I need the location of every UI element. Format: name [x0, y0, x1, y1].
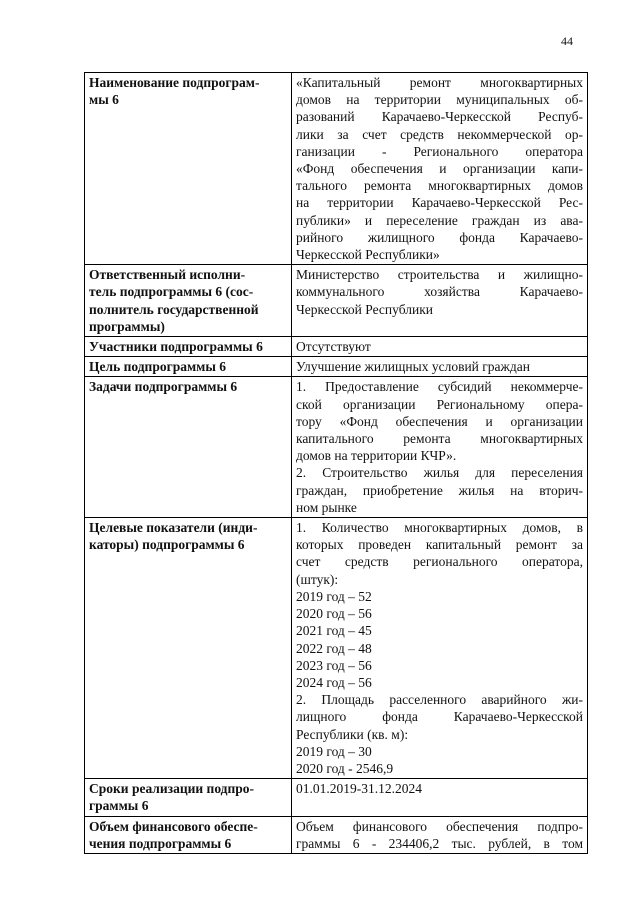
subprogram-name-row — [85, 73, 588, 265]
value-line: лищного фонда Карачаево-Черкесской — [296, 709, 583, 725]
row-label — [85, 337, 292, 357]
label-line: тель подпрограммы 6 (сос- — [89, 284, 254, 300]
goal-row — [85, 357, 588, 377]
subprogram-passport-table — [84, 72, 588, 854]
value-line: 1. Предоставление субсидий некоммерче- — [296, 379, 583, 395]
value-line: 2020 год - 2546,9 — [296, 760, 394, 776]
responsible-executor-row — [85, 265, 588, 337]
value-line: Улучшение жилищных условий граждан — [296, 359, 530, 375]
value-line: 2. Площадь расселенного аварийного жи- — [296, 692, 583, 708]
label-line: Задачи подпрограммы 6 — [89, 379, 238, 395]
row-label — [85, 357, 292, 377]
row-value — [292, 73, 588, 265]
row-value — [292, 337, 588, 357]
label-line: программы) — [89, 318, 165, 334]
value-line: публики» и переселение граждан из ава- — [296, 212, 583, 228]
value-line: «Фонд обеспечения и организации капи- — [296, 161, 583, 177]
label-line: мы 6 — [89, 92, 119, 108]
value-line: ганизации - Регионального оператора — [296, 143, 583, 159]
label-line: Ответственный исполни- — [89, 267, 246, 283]
label-line: Сроки реализации подпро- — [89, 781, 255, 797]
value-line: коммунального хозяйства Карачаево- — [296, 284, 583, 300]
label-line: Целевые показатели (инди- — [89, 520, 258, 536]
value-line: Объем финансового обеспечения подпро- — [296, 818, 583, 834]
value-line: Министерство строительства и жилищно- — [296, 267, 583, 283]
value-line: 2024 год – 56 — [296, 674, 372, 690]
row-value — [292, 518, 588, 779]
page-number: 44 — [561, 34, 573, 48]
value-line: разований Карачаево-Черкесской Респуб- — [296, 109, 583, 125]
value-line: 2. Строительство жилья для переселения — [296, 465, 583, 481]
value-line: домов на территории муниципальных об- — [296, 92, 583, 108]
row-label — [85, 518, 292, 779]
value-line: Черкесской Республики» — [296, 247, 440, 263]
row-value — [292, 816, 588, 853]
value-line: 2019 год – 52 — [296, 588, 372, 604]
value-line: ном рынке — [296, 499, 357, 515]
value-line: рийного жилищного фонда Карачаево- — [296, 229, 583, 245]
funding-volume-row — [85, 816, 588, 853]
label-line: Участники подпрограммы 6 — [89, 339, 263, 355]
value-line: «Капитальный ремонт многоквартирных — [296, 75, 583, 90]
value-line: (штук): — [296, 571, 339, 587]
value-line: счет средств регионального оператора, — [296, 554, 583, 570]
label-line: Наименование подпрограм- — [89, 75, 260, 90]
value-line: тального ремонта многоквартирных домов — [296, 178, 583, 194]
value-line: капитального ремонта многоквартирных — [296, 431, 583, 447]
row-value — [292, 265, 588, 337]
row-value — [292, 377, 588, 518]
label-line: полнитель государственной — [89, 301, 259, 317]
value-line: 1. Количество многоквартирных домов, в — [296, 520, 583, 536]
value-line: 2020 год – 56 — [296, 606, 372, 622]
value-line: тору «Фонд обеспечения и организации — [296, 413, 583, 429]
value-line: лики за счет средств некоммерческой ор- — [296, 126, 583, 142]
value-line: 01.01.2019-31.12.2024 — [296, 781, 422, 797]
value-line: 2022 год – 48 — [296, 640, 372, 656]
row-label — [85, 73, 292, 265]
label-line: чения подпрограммы 6 — [89, 835, 232, 851]
value-line: которых проведен капитальный ремонт за — [296, 537, 583, 553]
value-line: Республики (кв. м): — [296, 726, 409, 742]
value-line: ской организации Региональному опера- — [296, 396, 583, 412]
value-line: Отсутствуют — [296, 339, 371, 355]
label-line: Объем финансового обеспе- — [89, 818, 258, 834]
tasks-row — [85, 377, 588, 518]
value-line: Черкесской Республики — [296, 301, 433, 317]
row-label — [85, 816, 292, 853]
value-line: граждан, приобретение жилья на вторич- — [296, 482, 583, 498]
label-line: Цель подпрограммы 6 — [89, 359, 227, 375]
value-line: 2021 год – 45 — [296, 623, 372, 639]
label-line: каторы) подпрограммы 6 — [89, 537, 245, 553]
value-line: граммы 6 - 234406,2 тыс. рублей, в том — [296, 835, 583, 851]
participants-row — [85, 337, 588, 357]
value-line: 2019 год – 30 — [296, 743, 372, 759]
value-line: домов на территории КЧР». — [296, 448, 457, 464]
row-label — [85, 377, 292, 518]
row-label — [85, 265, 292, 337]
row-label — [85, 779, 292, 816]
target-indicators-row — [85, 518, 588, 779]
row-value — [292, 779, 588, 816]
row-value — [292, 357, 588, 377]
value-line: на территории Карачаево-Черкесской Рес- — [296, 195, 583, 211]
label-line: граммы 6 — [89, 798, 149, 814]
value-line: 2023 год – 56 — [296, 657, 372, 673]
implementation-period-row — [85, 779, 588, 816]
